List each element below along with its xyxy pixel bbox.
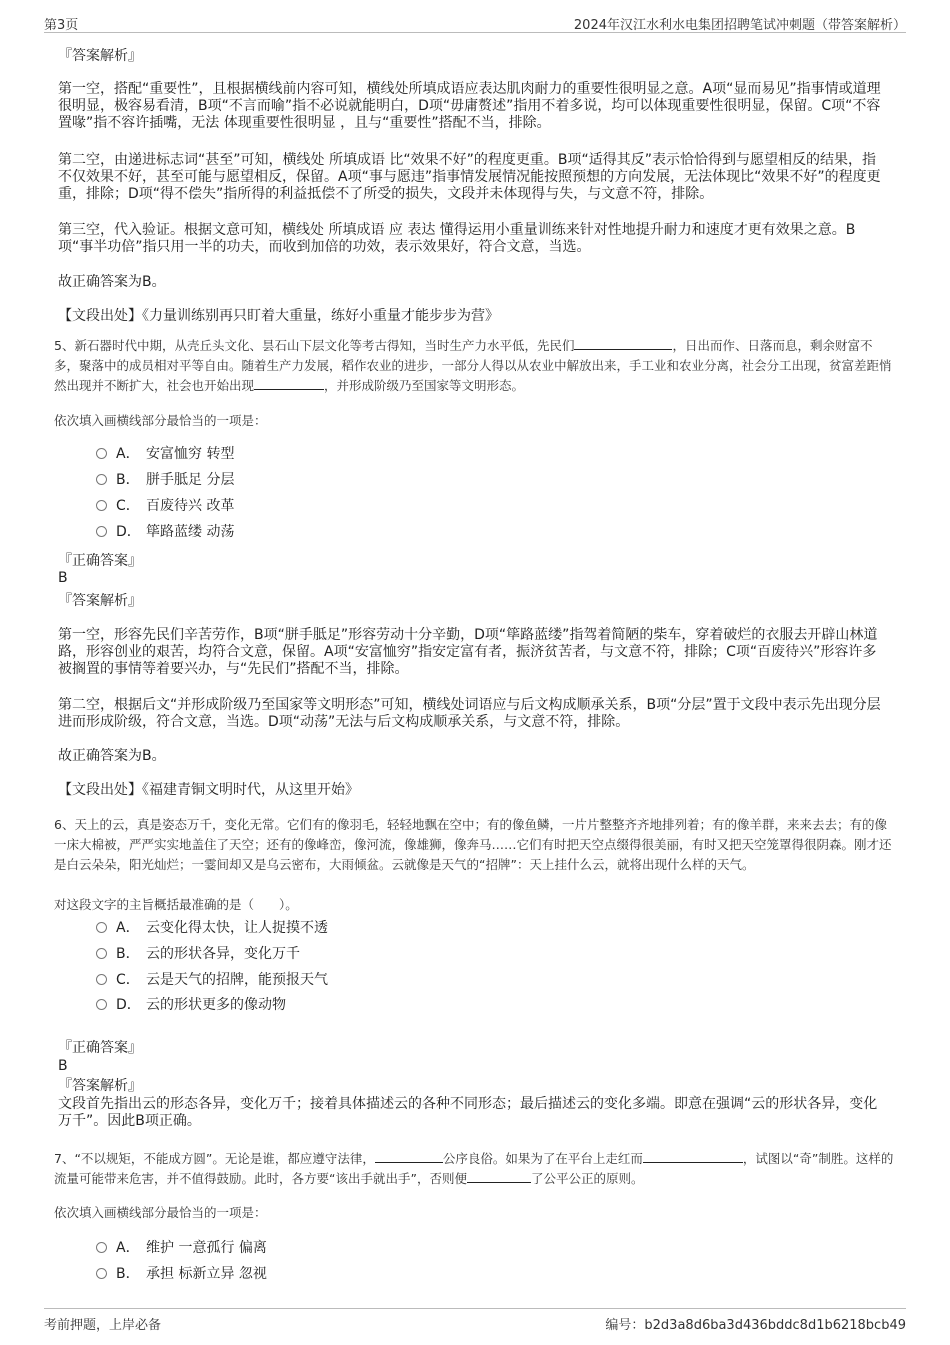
blank-line xyxy=(467,1170,531,1183)
correct-answer-label: 『正确答案』 xyxy=(58,553,142,569)
radio-icon[interactable] xyxy=(96,1242,107,1253)
radio-icon[interactable] xyxy=(96,948,107,959)
q4-analysis-para2: 第二空，由递进标志词“甚至”可知，横线处 所填成语 比“效果不好”的程度更重。B项“适得其反”表示恰恰得到与愿望相反的结果，指不仅效果不好，甚至可能与愿望相反，保留。A项“事与愿违”指事情发展情况能按照预想的方向发展，无法体现比“效果不好”的程度更重，排除；D项“得不偿失”指所得的利益抵偿不了所受的损失，文段并未体现得与失，与文意不符，排除。 xyxy=(58,152,881,202)
correct-answer-label: 『正确答案』 xyxy=(58,1040,142,1056)
q5-option-d[interactable]: D． 筚路蓝缕 动荡 xyxy=(96,522,234,542)
radio-icon[interactable] xyxy=(96,474,107,485)
q7-option-a[interactable]: A． 维护 一意孤行 偏离 xyxy=(96,1238,267,1258)
q6-prompt: 对这段文字的主旨概括最准确的是（ ）。 xyxy=(54,897,298,912)
q5-option-c[interactable]: C． 百废待兴 改革 xyxy=(96,496,234,516)
question-number: 6、 xyxy=(54,817,75,832)
q6-option-b[interactable]: B． 云的形状各异，变化万千 xyxy=(96,944,300,964)
q5-conclusion: 故正确答案为B。 xyxy=(58,748,166,764)
q7-question: 7、“不以规矩，不能成方圆”。无论是谁，都应遵守法律， 公序良俗。如果为了在平台上走红而 ，试图以“奇”制胜。这样的流量可能带来危害，并不值得鼓励。此时，各方要“该出手就出手”，否则便 了公平公正的原则。 xyxy=(54,1151,894,1186)
question-number: 5、 xyxy=(54,338,75,353)
q4-analysis-para3: 第三空，代入验证。根据文意可知，横线处 所填成语 应 表达 懂得运用小重量训练来针对性地提升耐力和速度才更有效果之意。B项“事半功倍”指只用一半的功夫，而收到加倍的功效，表示效果好，符合文意，当选。 xyxy=(58,222,856,255)
q5-source xyxy=(58,782,888,799)
blank-line xyxy=(375,1150,443,1163)
source-text: 《福建青铜文明时代，从这里开始》 xyxy=(142,782,359,798)
q5-analysis-para2: 第二空，根据后文“并形成阶级乃至国家等文明形态”可知，横线处词语应与后文构成顺承关系，B项“分层”置于文段中表示先出现分层进而形成阶级，符合文意，当选。D项“动荡”无法与后文构成顺承关系，与文意不符，排除。 xyxy=(58,697,881,730)
radio-icon[interactable] xyxy=(96,500,107,511)
correct-answer: B xyxy=(58,570,68,586)
blank-line xyxy=(254,377,324,390)
q4-analysis-para1: 第一空，搭配“重要性”，且根据横线前内容可知，横线处所填成语应表达肌肉耐力的重要性很明显之意。A项“显而易见”指事情或道理很明显，极容易看清，B项“不言而喻”指不必说就能明白，D项“毋庸赘述”指用不着多说，均可以体现重要性很明显，保留。C项“不容置喙”指不容许插嘴，无法 体现重要性很明显 ，且与“重要性”搭配不当，排除。 xyxy=(58,81,881,131)
q5-question: 5、新石器时代中期，从壳丘头文化、昙石山下层文化等考古得知，当时生产力水平低，先民们 ，日出而作、日落而息，剩余财富不多，聚落中的成员相对平等自由。随着生产力发展，稻作农业的进步，一部分人得以从农业中解放出来，手工业和农业分离，社会分工出现，贫富差距悄然出现并不断扩大，社会也开始出现 ，并形成阶级乃至国家等文明形态。 xyxy=(54,338,892,393)
radio-icon[interactable] xyxy=(96,999,107,1010)
radio-icon[interactable] xyxy=(96,448,107,459)
analysis-label: 『答案解析』 xyxy=(58,48,142,64)
q4-source xyxy=(58,308,888,325)
q7-option-b[interactable]: B． 承担 标新立异 忽视 xyxy=(96,1264,267,1284)
document-title: 2024年汉江水利水电集团招聘笔试冲刺题（带答案解析） xyxy=(573,18,906,33)
question-number: 7、 xyxy=(54,1151,75,1166)
correct-answer: B xyxy=(58,1058,68,1074)
blank-line xyxy=(643,1150,743,1163)
q5-option-a[interactable]: A． 安富恤穷 转型 xyxy=(96,444,234,464)
radio-icon[interactable] xyxy=(96,526,107,537)
radio-icon[interactable] xyxy=(96,922,107,933)
radio-icon[interactable] xyxy=(96,974,107,985)
page-footer xyxy=(44,1308,906,1333)
blank-line xyxy=(574,337,672,350)
analysis-label: 『答案解析』 xyxy=(58,1078,142,1094)
q5-prompt: 依次填入画横线部分最恰当的一项是： xyxy=(54,413,267,428)
footer-slogan: 考前押题，上岸必备 xyxy=(44,1318,162,1333)
source-label: 【文段出处】 xyxy=(58,782,142,798)
q6-question: 6、天上的云，真是姿态万千，变化无常。它们有的像羽毛，轻轻地飘在空中；有的像鱼鳞，一片片整整齐齐地排列着；有的像羊群，来来去去；有的像一床大棉被，严严实实地盖住了天空；还有的像峰峦，像河流，像雄狮，像奔马……它们有时把天空点缀得很美丽，有时又把天空笼罩得很阴森。刚才还是白云朵朵，阳光灿烂；一霎间却又是乌云密布，大雨倾盆。云就像是天气的“招牌”：天上挂什么云，就将出现什么样的天气。 xyxy=(54,817,892,872)
q6-option-d[interactable]: D． 云的形状更多的像动物 xyxy=(96,995,286,1015)
q5-analysis-para1: 第一空，形容先民们辛苦劳作，B项“胼手胝足”形容劳动十分辛勤，D项“筚路蓝缕”指驾着简陋的柴车，穿着破烂的衣服去开辟山林道路，形容创业的艰苦，均符合文意，保留。A项“安富恤穷”指安定富有者，振济贫苦者，与文意不符，排除；C项“百废待兴”形容许多被搁置的事情等着要兴办，与“先民们”搭配不当，排除。 xyxy=(58,627,878,677)
source-text: 《力量训练别再只盯着大重量，练好小重量才能步步为营》 xyxy=(142,308,499,324)
source-label: 【文段出处】 xyxy=(58,308,142,324)
document-code: 编号：b2d3a8d6ba3d436bddc8d1b6218bcb49 xyxy=(605,1318,906,1333)
q5-option-b[interactable]: B． 胼手胝足 分层 xyxy=(96,470,234,490)
q7-prompt: 依次填入画横线部分最恰当的一项是： xyxy=(54,1205,267,1220)
radio-icon[interactable] xyxy=(96,1268,107,1279)
q6-analysis: 文段首先指出云的形态各异，变化万千；接着具体描述云的各种不同形态；最后描述云的变化多端。即意在强调“云的形状各异，变化万千”。因此B项正确。 xyxy=(58,1096,878,1129)
page-number: 第3页 xyxy=(44,18,79,33)
page-header xyxy=(44,12,906,33)
q6-option-c[interactable]: C． 云是天气的招牌，能预报天气 xyxy=(96,970,328,990)
q6-option-a[interactable]: A． 云变化得太快，让人捉摸不透 xyxy=(96,918,328,938)
analysis-label: 『答案解析』 xyxy=(58,593,142,609)
q4-conclusion: 故正确答案为B。 xyxy=(58,274,166,290)
